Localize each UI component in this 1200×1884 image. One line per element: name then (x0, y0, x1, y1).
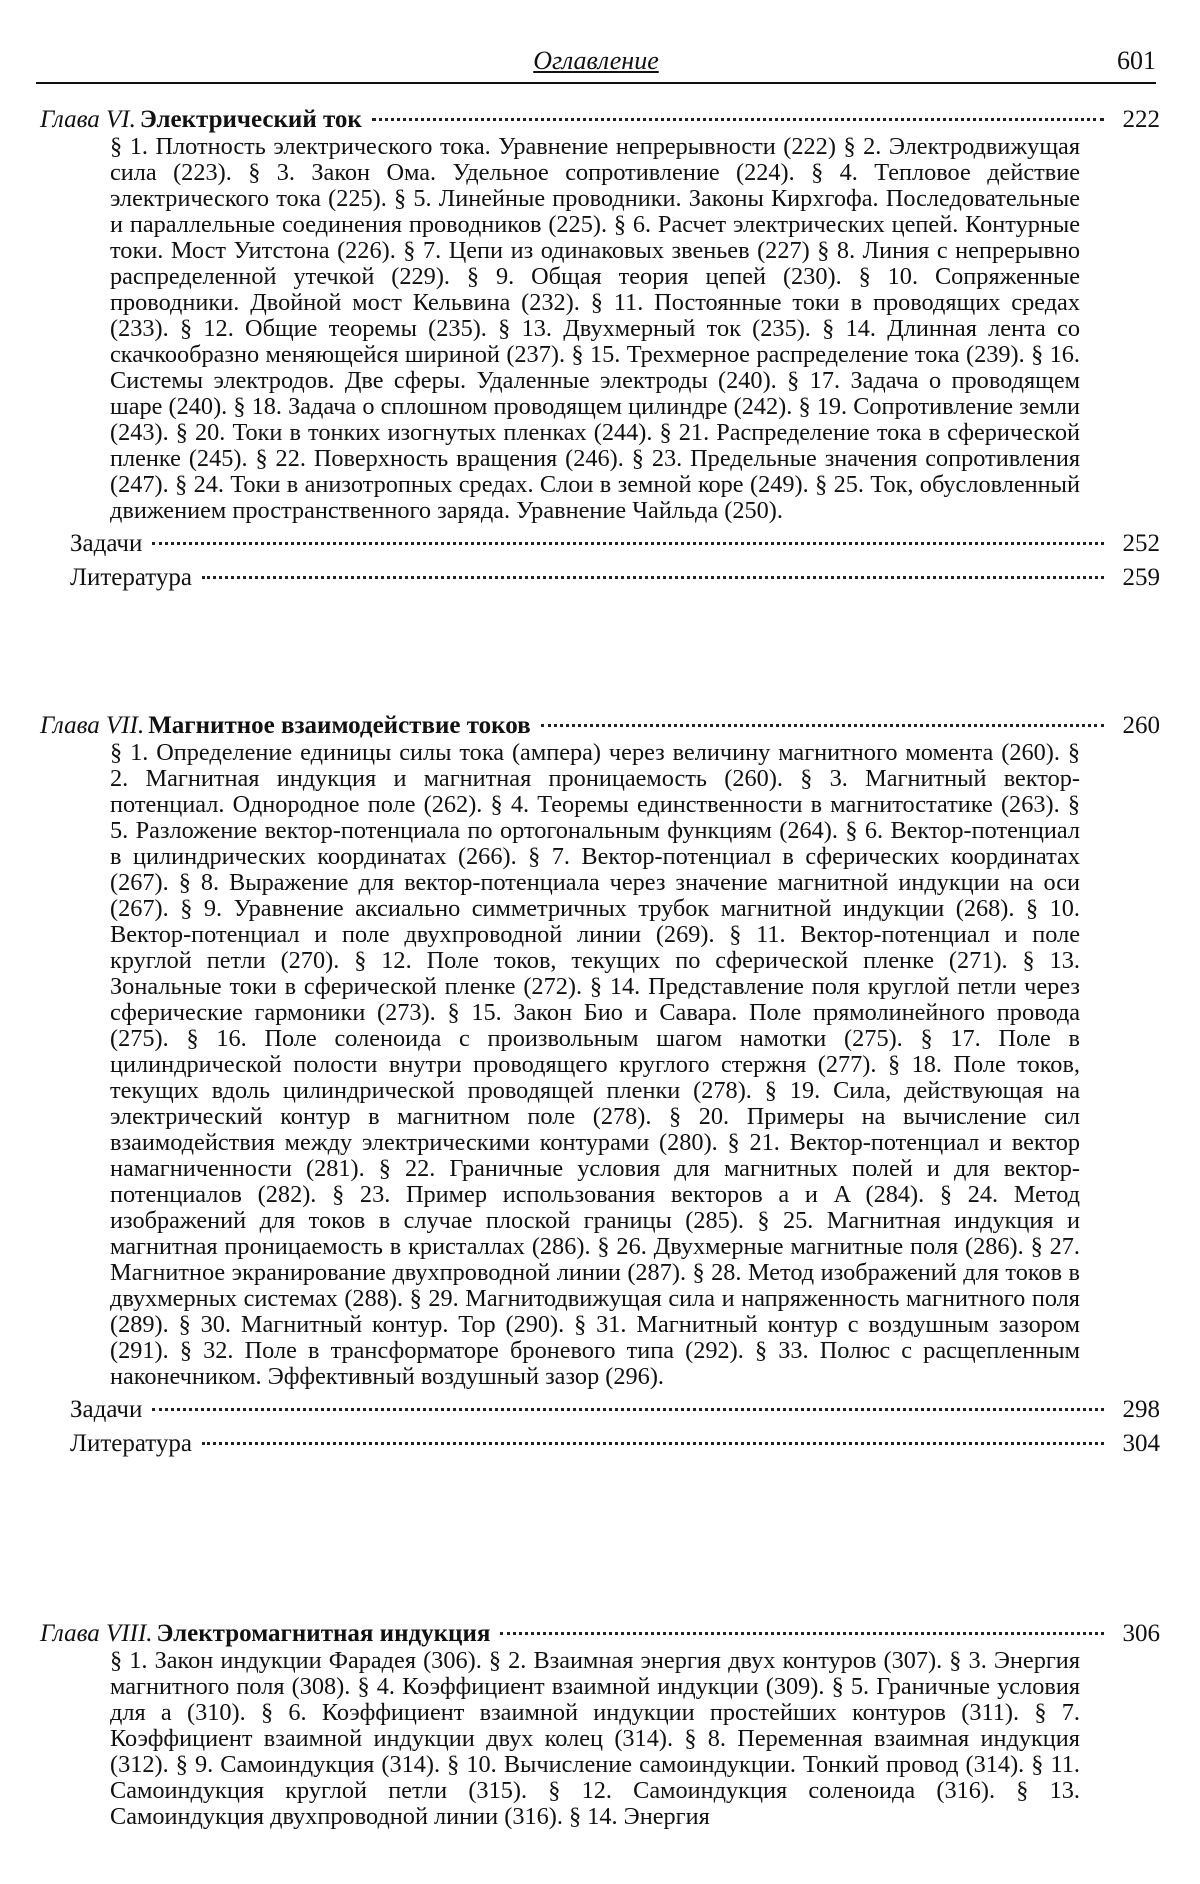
literature-entry[interactable] (70, 564, 1160, 592)
dot-leader (152, 542, 1104, 545)
chapter-label: Глава VI. (40, 106, 136, 133)
chapter-title: Электрический ток (139, 106, 362, 133)
dot-leader (500, 1632, 1104, 1635)
page-number: 601 (1117, 46, 1156, 75)
chapter-heading[interactable] (40, 106, 1160, 134)
literature-entry[interactable] (70, 1430, 1160, 1458)
chapter-label: Глава VII. (40, 712, 145, 739)
chapter-8-entry (40, 1620, 1160, 1830)
literature-label: Литература (70, 1430, 192, 1457)
chapter-6-entry (40, 106, 1160, 592)
dot-leader (372, 118, 1104, 121)
literature-page: 304 (1122, 1430, 1160, 1457)
chapter-sections: § 1. Определение единицы силы тока (ампера) через величину магнитного момента (260). § 2. Магнитная индукция и магнитная проницаемость (260). § 3. Магнитный вектор-потенциал. Однородное поле (262). § 4. Теоремы единственности в магнитостатике (263). § 5. Разложение вектор-потенциала по ортогональным функциям (264). § 6. Вектор-потенциал в цилиндрических координатах (266). § 7. Вектор-потенциал в сферических координатах (267). § 8. Выражение для вектор-потенциала через значение магнитной индукции на оси (267). § 9. Уравнение аксиально симметричных трубок магнитной индукции (268). § 10. Вектор-потенциал и поле двухпроводной линии (269). § 11. Вектор-потенциал и поле круглой петли (270). § 12. Поле токов, текущих по сферической пленке (271). § 13. Зональные токи в сферической пленке (272). § 14. Представление поля круглой петли через сферические гармоники (273). § 15. Закон Био и Савара. Поле прямолинейного провода (275). § 16. Поле соленоида с произвольным шагом намотки (275). § 17. Поле в цилиндрической полости внутри проводящего круглого стержня (277). § 18. Поле токов, текущих вдоль цилиндрической проводящей пленки (278). § 19. Сила, действующая на электрический контур в магнитном поле (278). § 20. Примеры на вычисление сил взаимодействия между электрическими контурами (280). § 21. Вектор-потенциал и вектор намагниченности (281). § 22. Граничные условия для магнитных полей и для вектор-потенциалов (282). § 23. Пример использования векторов a и A (284). § 24. Метод изображений для токов в случае плоской границы (285). § 25. Магнитная индукция и магнитная проницаемость в кристаллах (286). § 26. Двухмерные магнитные поля (286). § 27. Магнитное экранирование двухпроводной линии (287). § 28. Метод изображений для токов в двухмерных системах (288). § 29. Магнитодвижущая сила и напряженность магнитного поля (289). § 30. Магнитный контур. Тор (290). § 31. Магнитный контур с воздушным зазором (291). § 32. Поле в трансформаторе броневого типа (292). § 33. Полюс с расщепленным наконечником. Эффективный воздушный зазор (296). (110, 739, 1080, 1390)
chapter-title: Электромагнитная индукция (156, 1620, 491, 1647)
literature-page: 259 (1122, 564, 1160, 591)
chapter-page: 260 (1122, 712, 1160, 739)
problems-page: 252 (1122, 530, 1160, 557)
running-title: Оглавление (533, 46, 659, 75)
chapter-page: 306 (1122, 1620, 1160, 1647)
dot-leader (202, 1442, 1104, 1445)
problems-label: Задачи (70, 1396, 143, 1423)
dot-leader (541, 724, 1104, 727)
chapter-heading[interactable] (40, 712, 1160, 740)
page-header (36, 42, 1156, 84)
chapter-7-entry (40, 712, 1160, 1458)
literature-label: Литература (70, 564, 192, 591)
chapter-sections: § 1. Закон индукции Фарадея (306). § 2. Взаимная энергия двух контуров (307). § 3. Энергия магнитного поля (308). § 4. Коэффициент взаимной индукции (309). § 5. Граничные условия для a (310). § 6. Коэффициент взаимной индукции простейших контуров (311). § 7. Коэффициент взаимной индукции двух колец (314). § 8. Переменная взаимная индукция (312). § 9. Самоиндукция (314). § 10. Вычисление самоиндукции. Тонкий провод (314). § 11. Самоиндукция круглой петли (315). § 12. Самоиндукция соленоида (316). § 13. Самоиндукция двухпроводной линии (316). § 14. Энергия (110, 1647, 1080, 1830)
problems-entry[interactable] (70, 530, 1160, 558)
chapter-label: Глава VIII. (40, 1620, 153, 1647)
chapter-heading[interactable] (40, 1620, 1160, 1648)
problems-label: Задачи (70, 530, 143, 557)
dot-leader (152, 1408, 1104, 1411)
chapter-title: Магнитное взаимодействие токов (148, 712, 531, 739)
problems-page: 298 (1122, 1396, 1160, 1423)
chapter-page: 222 (1122, 106, 1160, 133)
dot-leader (202, 576, 1104, 579)
chapter-sections: § 1. Плотность электрического тока. Уравнение непрерывности (222) § 2. Электродвижущая сила (223). § 3. Закон Ома. Удельное сопротивление (224). § 4. Тепловое действие электрического тока (225). § 5. Линейные проводники. Законы Кирхгофа. Последовательные и параллельные соединения проводников (225). § 6. Расчет электрических цепей. Контурные токи. Мост Уитстона (226). § 7. Цепи из одинаковых звеньев (227) § 8. Линия с непрерывно распределенной утечкой (229). § 9. Общая теория цепей (230). § 10. Сопряженные проводники. Двойной мост Кельвина (232). § 11. Постоянные токи в проводящих средах (233). § 12. Общие теоремы (235). § 13. Двухмерный ток (235). § 14. Длинная лента со скачкообразно меняющейся шириной (237). § 15. Трехмерное распределение тока (239). § 16. Системы электродов. Две сферы. Удаленные электроды (240). § 17. Задача о проводящем шаре (240). § 18. Задача о сплошном проводящем цилиндре (242). § 19. Сопротивление земли (243). § 20. Токи в тонких изогнутых пленках (244). § 21. Распределение тока в сферической пленке (245). § 22. Поверхность вращения (246). § 23. Предельные значения сопротивления (247). § 24. Токи в анизотропных средах. Слои в земной коре (249). § 25. Ток, обусловленный движением пространственного заряда. Уравнение Чайльда (250). (110, 133, 1080, 524)
problems-entry[interactable] (70, 1396, 1160, 1424)
